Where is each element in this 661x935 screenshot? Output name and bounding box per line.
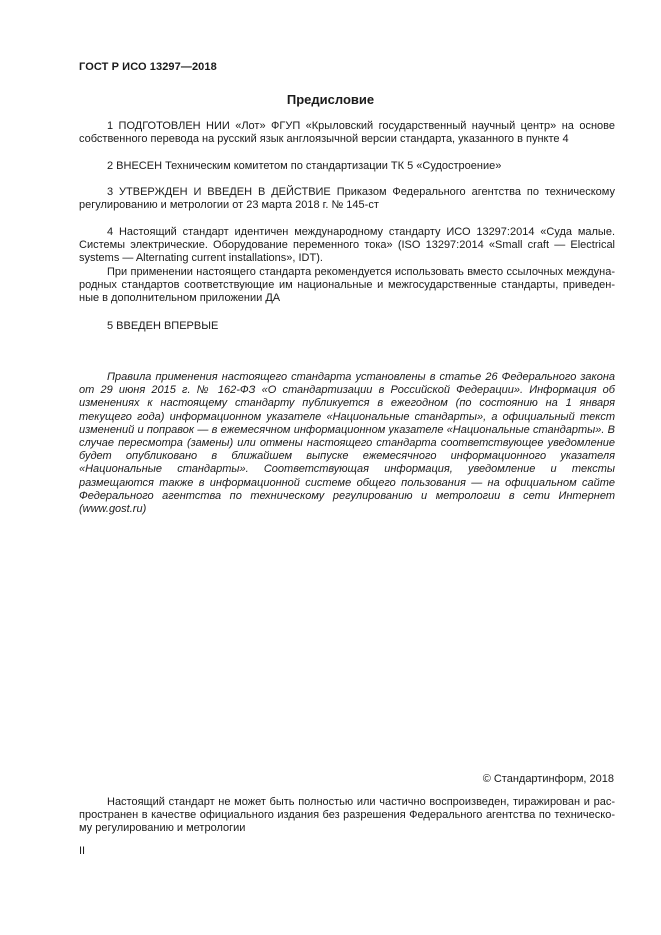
item-4-block xyxy=(79,226,615,305)
rules-notice-block xyxy=(79,371,615,516)
reproduction-notice-text: Настоящий стандарт не может быть полностью или частично воспроизведен, тиражирован и распространен в качестве официального издания без разрешения Федерального агентства по техническому регулированию и метрологии xyxy=(79,796,615,835)
document-header-standard-id: ГОСТ Р ИСО 13297—2018 xyxy=(79,61,217,73)
reproduction-notice-block xyxy=(79,796,615,836)
item-4-text: 4 Настоящий стандарт идентичен международному стандарту ИСО 13297:2014 «Суда малые. Системы электрические. Оборудование переменного тока» (ISO 13297:2014 «Small craft — Electrical systems — Alternating current installations», IDT). xyxy=(79,226,615,265)
item-4-note: При применении настоящего стандарта рекомендуется использовать вместо ссылочных международных стандартов соответствующие им национальные и межгосударственные стандарты, приведенные в дополнительном приложении ДА xyxy=(79,265,615,305)
rules-notice-text: Правила применения настоящего стандарта установлены в статье 26 Федерального закона от 29 июня 2015 г. № 162-ФЗ «О стандартизации в Российской Федерации». Информация об изменениях к настоящему стандарту публикуется в ежегодном (по состоянию на 1 января текущего года) информационном указателе «Национальные стандарты», а официальный текст изменений и поправок — в ежемесячном информационном указателе «Национальные стандарты». В случае пересмотра (замены) или отмены настоящего стандарта соответствующее уведомление будет опубликовано в ближайшем выпуске ежемесячного информационного указателя «Национальные стандарты». Соответствующая информация, уведомление и тексты размещаются также в информационной системе общего пользования — на официальном сайте Федерального агентства по техническому регулированию и метрологии в сети Интернет (www.gost.ru) xyxy=(79,371,615,516)
item-3-text: 3 УТВЕРЖДЕН И ВВЕДЕН В ДЕЙСТВИЕ Приказом Федерального агентства по техническому регулированию и метрологии от 23 марта 2018 г. № 145-ст xyxy=(79,186,615,212)
item-5-text: 5 ВВЕДЕН ВПЕРВЫЕ xyxy=(107,320,219,332)
page-title: Предисловие xyxy=(286,92,375,107)
item-5-block xyxy=(79,320,615,333)
item-2-block xyxy=(79,160,615,173)
item-3-block xyxy=(79,186,615,212)
copyright-line: © Стандартинформ, 2018 xyxy=(482,773,614,785)
item-2-text: 2 ВНЕСЕН Техническим комитетом по стандартизации ТК 5 «Судостроение» xyxy=(107,160,502,172)
page-number: II xyxy=(79,845,86,857)
item-1-block xyxy=(79,120,615,146)
item-1-text: 1 ПОДГОТОВЛЕН НИИ «Лот» ФГУП «Крыловский государственный научный центр» на основе собственного перевода на русский язык англоязычной версии стандарта, указанного в пункте 4 xyxy=(79,120,615,146)
